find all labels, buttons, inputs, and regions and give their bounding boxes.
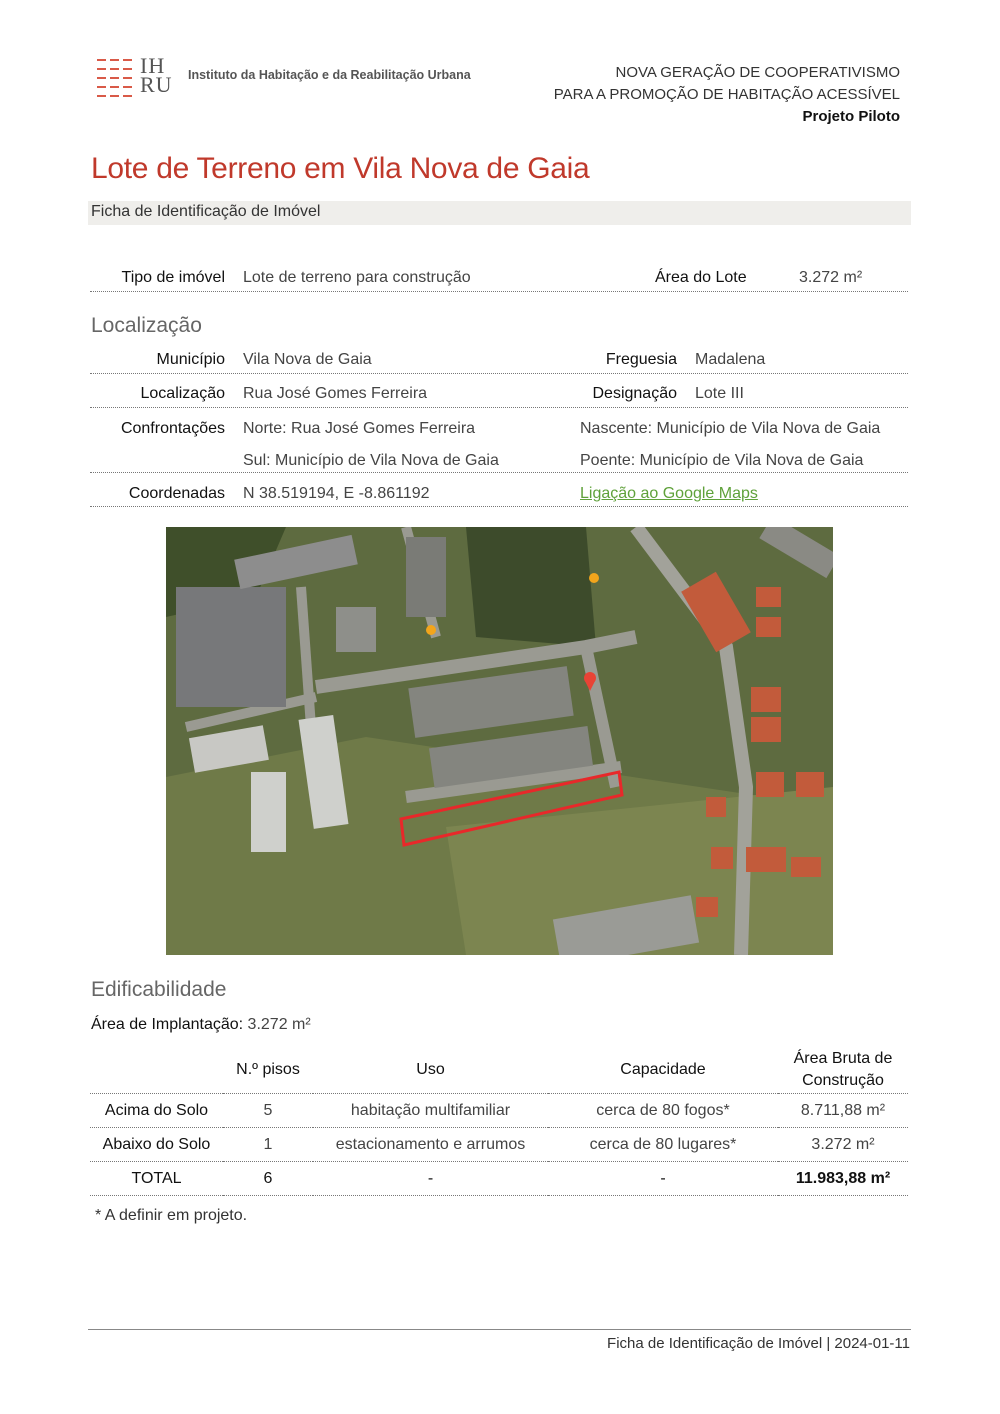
property-type-row bbox=[90, 262, 908, 292]
area-label: Área do Lote bbox=[655, 269, 747, 286]
table-cell: 1 bbox=[223, 1128, 313, 1162]
column-header: Área Bruta de Construção bbox=[778, 1046, 908, 1094]
coordenadas-row bbox=[90, 473, 908, 507]
table-cell: 5 bbox=[223, 1094, 313, 1128]
municipio-value: Vila Nova de Gaia bbox=[243, 351, 372, 368]
table-header-row bbox=[90, 1046, 908, 1094]
table-cell: cerca de 80 lugares* bbox=[548, 1128, 778, 1162]
area-value: 3.272 m² bbox=[799, 269, 863, 286]
aerial-map-drawing bbox=[166, 527, 833, 955]
table-row bbox=[90, 1094, 908, 1128]
table-row bbox=[90, 1128, 908, 1162]
confrontacao-nascente: Nascente: Município de Vila Nova de Gaia bbox=[580, 420, 881, 437]
program-line-2: PARA A PROMOÇÃO DE HABITAÇÃO ACESSÍVEL bbox=[553, 86, 900, 103]
column-header: Capacidade bbox=[548, 1046, 778, 1094]
confrontacoes-label: Confrontações bbox=[120, 420, 225, 437]
page-subtitle: Ficha de Identificação de Imóvel bbox=[91, 203, 321, 220]
municipio-row bbox=[90, 344, 908, 374]
row-label: TOTAL bbox=[90, 1162, 223, 1196]
table-cell: 11.983,88 m² bbox=[778, 1162, 908, 1196]
row-label: Acima do Solo bbox=[90, 1094, 223, 1128]
table-total-row bbox=[90, 1162, 908, 1196]
implantacao-line bbox=[91, 1016, 311, 1034]
page-footer: Ficha de Identificação de Imóvel | 2024-01-11 bbox=[607, 1335, 910, 1352]
table-cell: 6 bbox=[223, 1162, 313, 1196]
confrontacoes-row bbox=[90, 408, 908, 473]
page-title: Lote de Terreno em Vila Nova de Gaia bbox=[91, 152, 590, 185]
localizacao-heading: Localização bbox=[91, 314, 202, 337]
edificabilidade-heading: Edificabilidade bbox=[91, 978, 227, 1001]
confrontacao-poente: Poente: Município de Vila Nova de Gaia bbox=[580, 452, 864, 469]
program-line-3: Projeto Piloto bbox=[802, 108, 900, 125]
confrontacao-norte: Norte: Rua José Gomes Ferreira bbox=[243, 420, 476, 437]
municipio-label: Município bbox=[156, 351, 225, 368]
google-maps-link[interactable]: Ligação ao Google Maps bbox=[580, 485, 758, 502]
column-header: N.º pisos bbox=[223, 1046, 313, 1094]
program-header bbox=[554, 62, 900, 128]
freguesia-label: Freguesia bbox=[605, 351, 677, 368]
coordenadas-value: N 38.519194, E -8.861192 bbox=[243, 485, 430, 502]
table-cell: - bbox=[313, 1162, 548, 1196]
implantacao-value: 3.272 m² bbox=[247, 1016, 311, 1033]
column-header bbox=[90, 1046, 223, 1094]
localizacao-row bbox=[90, 374, 908, 408]
localizacao-value: Rua José Gomes Ferreira bbox=[243, 385, 428, 402]
row-label: Abaixo do Solo bbox=[90, 1128, 223, 1162]
footer-divider bbox=[88, 1329, 911, 1330]
designacao-value: Lote III bbox=[695, 385, 744, 402]
table-cell: cerca de 80 fogos* bbox=[548, 1094, 778, 1128]
designacao-label: Designação bbox=[592, 385, 677, 402]
table-cell: - bbox=[548, 1162, 778, 1196]
column-header: Uso bbox=[313, 1046, 548, 1094]
aerial-map-image bbox=[166, 527, 833, 955]
freguesia-value: Madalena bbox=[695, 351, 766, 368]
table-cell: 8.711,88 m² bbox=[778, 1094, 908, 1128]
edificabilidade-table bbox=[90, 1046, 908, 1196]
implantacao-label: Área de Implantação: bbox=[91, 1016, 244, 1033]
ihru-logo-mark bbox=[97, 59, 133, 97]
coordenadas-label: Coordenadas bbox=[128, 485, 225, 502]
localizacao-label: Localização bbox=[140, 385, 225, 402]
program-line-1: NOVA GERAÇÃO DE COOPERATIVISMO bbox=[615, 64, 900, 81]
footnote: * A definir em projeto. bbox=[95, 1207, 248, 1224]
institute-name: Instituto da Habitação e da Reabilitação Urbana bbox=[188, 68, 471, 82]
tipo-value: Lote de terreno para construção bbox=[243, 269, 471, 286]
table-cell: 3.272 m² bbox=[778, 1128, 908, 1162]
confrontacao-sul: Sul: Município de Vila Nova de Gaia bbox=[243, 452, 499, 469]
table-cell: habitação multifamiliar bbox=[313, 1094, 548, 1128]
ihru-logo-letters: IH RU bbox=[140, 53, 173, 97]
table-cell: estacionamento e arrumos bbox=[313, 1128, 548, 1162]
tipo-label: Tipo de imóvel bbox=[121, 269, 225, 286]
